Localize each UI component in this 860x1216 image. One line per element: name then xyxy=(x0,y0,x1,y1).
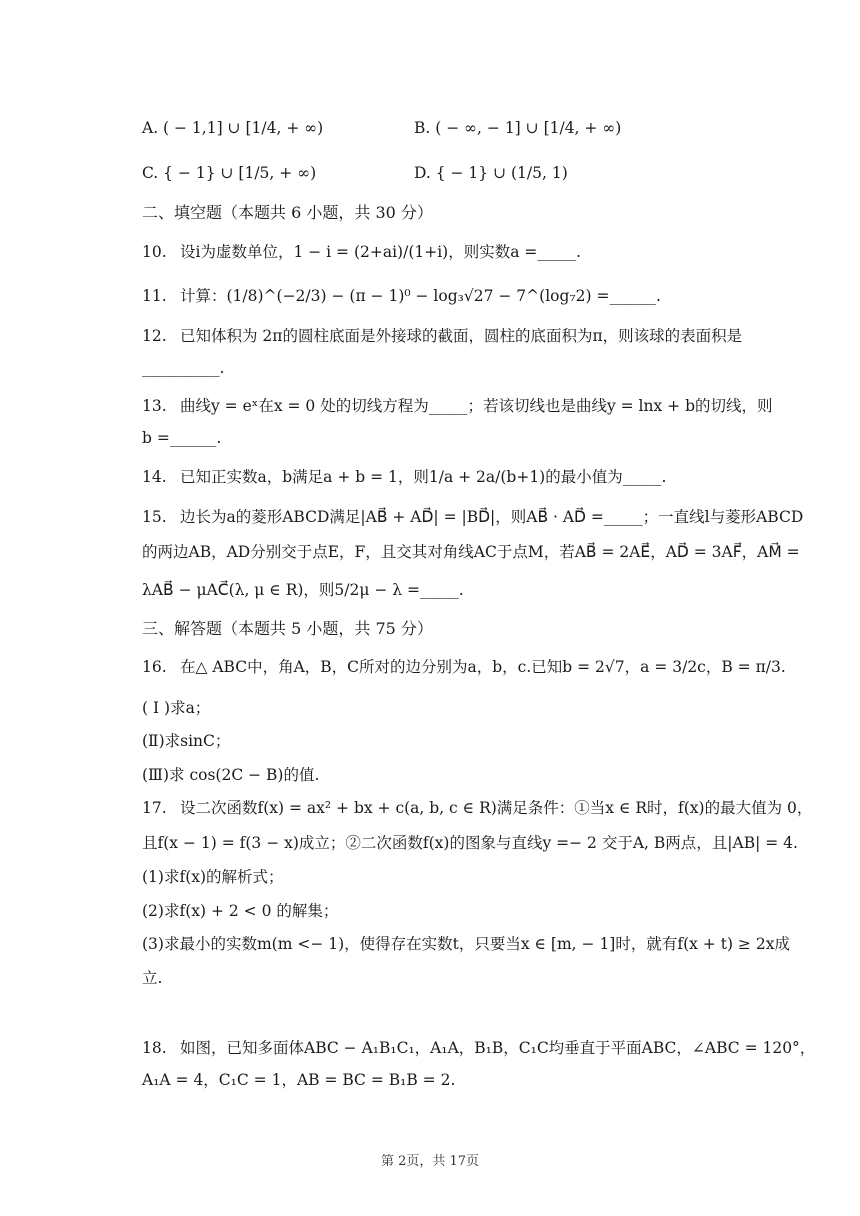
question-text: 边长为a的菱形ABCD满足|AB⃗ + AD⃗| = |BD⃗|，则AB⃗ · AD⃗ =_____；一直线l与菱形ABCD xyxy=(180,508,804,526)
question-text: 曲线y = eˣ在x = 0 处的切线方程为_____；若该切线也是曲线y = lnx + b的切线，则 xyxy=(180,397,773,415)
question-text: 设二次函数f(x) = ax² + bx + c(a, b, c ∈ R)满足条件：①当x ∈ R时，f(x)的最大值为 0， xyxy=(180,799,813,817)
question-18 xyxy=(142,1037,815,1059)
question-number: 13. xyxy=(142,397,167,415)
question-12-continuation: __________. xyxy=(142,359,225,377)
question-text: 已知正实数a，b满足a + b = 1，则1/a + 2a/(b+1)的最小值为_____. xyxy=(180,468,667,486)
question-number: 14. xyxy=(142,468,167,486)
question-number: 12. xyxy=(142,327,167,345)
question-text: 如图，已知多面体ABC − A₁B₁C₁，A₁A，B₁B，C₁C均垂直于平面ABC，∠ABC = 120°， xyxy=(180,1039,816,1057)
question-16-part-3: (Ⅲ)求 cos(2C − B)的值. xyxy=(142,766,320,784)
page-footer: 第 2页，共 17页 xyxy=(380,1154,480,1169)
question-17-part-2: (2)求f(x) + 2 < 0 的解集； xyxy=(142,902,339,920)
question-10 xyxy=(142,241,581,263)
question-text: 设i为虚数单位，1 − i = (2+ai)/(1+i)，则实数a =_____. xyxy=(180,243,582,261)
question-16-part-2: (Ⅱ)求sinC； xyxy=(142,732,231,750)
question-16 xyxy=(142,656,786,678)
question-15-continuation-2: λAB⃗ − μAC⃗(λ, μ ∈ R)，则5/2μ − λ =_____. xyxy=(142,581,464,599)
question-17-part-3: (3)求最小的实数m(m <− 1)，使得存在实数t，只要当x ∈ [m, − 1]时，就有f(x + t) ≥ 2x成 xyxy=(142,935,790,953)
question-number: 17. xyxy=(142,799,167,817)
question-number: 15. xyxy=(142,508,167,526)
section-fill-in-heading: 二、填空题（本题共 6 小题，共 30 分） xyxy=(142,203,433,222)
question-16-part-1: ( Ⅰ )求a； xyxy=(142,699,211,717)
section-answer-heading: 三、解答题（本题共 5 小题，共 75 分） xyxy=(142,619,433,638)
question-text: 计算：(1/8)^(−2/3) − (π − 1)⁰ − log₃√27 − 7^(log₇2) =______. xyxy=(180,287,661,305)
question-14 xyxy=(142,466,666,488)
question-number: 16. xyxy=(142,658,167,676)
question-12 xyxy=(142,325,742,347)
question-15 xyxy=(142,506,803,528)
question-17-continuation: 且f(x − 1) = f(3 − x)成立；②二次函数f(x)的图象与直线y =− 2 交于A, B两点，且|AB| = 4. xyxy=(142,834,798,852)
question-text: 在△ ABC中，角A，B，C所对的边分别为a，b，c.已知b = 2√7，a = 3/2c，B = π/3. xyxy=(180,658,786,676)
question-18-continuation: A₁A = 4，C₁C = 1，AB = BC = B₁B = 2. xyxy=(142,1071,456,1089)
question-13 xyxy=(142,395,773,417)
question-17-part-3-continuation: 立. xyxy=(142,969,163,987)
question-text: 已知体积为 2π的圆柱底面是外接球的截面，圆柱的底面积为π，则该球的表面积是 xyxy=(180,327,743,345)
option-d: D. { − 1} ∪ (1/5, 1) xyxy=(414,164,568,182)
question-17 xyxy=(142,797,812,819)
question-17-part-1: (1)求f(x)的解析式； xyxy=(142,868,284,886)
option-a: A. ( − 1,1] ∪ [1/4, + ∞) xyxy=(142,119,324,137)
question-number: 10. xyxy=(142,243,167,261)
question-15-continuation-1: 的两边AB，AD分别交于点E，F，且交其对角线AC于点M，若AB⃗ = 2AE⃗，AD⃗ = 3AF⃗，AM⃗ = xyxy=(142,543,800,561)
question-11 xyxy=(142,285,661,307)
question-13-continuation: b =______. xyxy=(142,429,222,447)
option-c: C. { − 1} ∪ [1/5, + ∞) xyxy=(142,164,317,182)
question-number: 18. xyxy=(142,1039,167,1057)
option-b: B. ( − ∞, − 1] ∪ [1/4, + ∞) xyxy=(414,119,622,137)
question-number: 11. xyxy=(142,287,167,305)
